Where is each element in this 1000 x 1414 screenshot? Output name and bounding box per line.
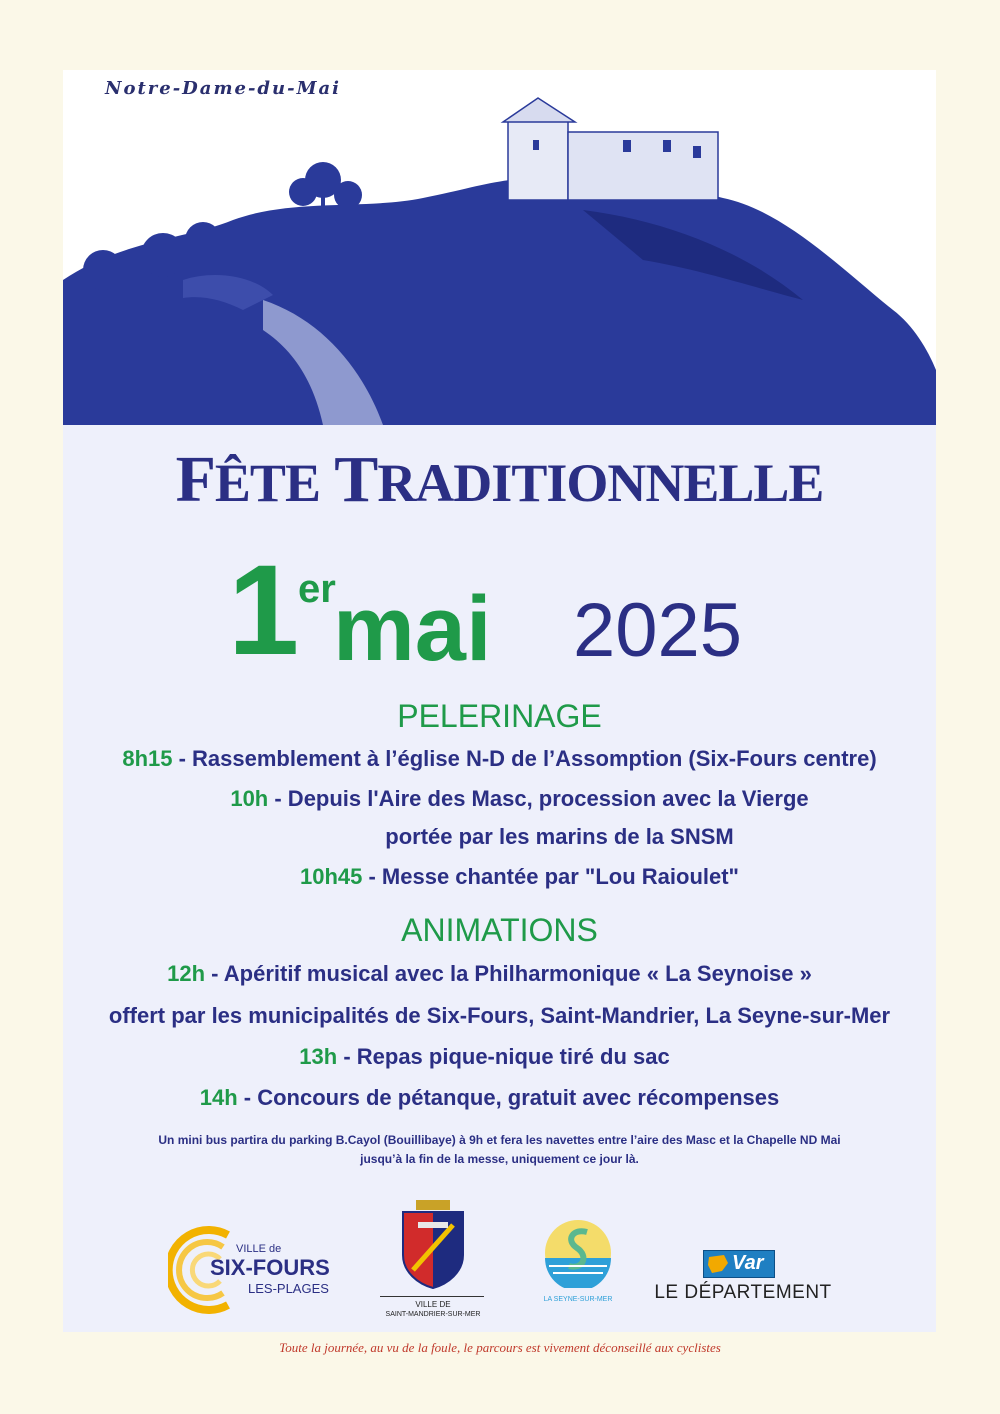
title-rest-2: RADITIONNELLE — [377, 453, 824, 513]
coat-of-arms-icon — [398, 1200, 468, 1290]
pelerinage-heading: PELERINAGE — [397, 698, 602, 734]
sixfours-sub: LES-PLAGES — [248, 1281, 329, 1296]
var-logo — [648, 1250, 838, 1310]
pelerinage-item: portée par les marins de la SNSM — [385, 824, 734, 849]
chapel-photo — [63, 70, 936, 425]
pelerinage-item: 10h45 - Messe chantée par "Lou Raioulet" — [299, 864, 739, 889]
date-suffix: er — [298, 567, 336, 611]
sixfours-ville: VILLE de — [236, 1243, 282, 1255]
page-title — [63, 442, 936, 518]
var-map-icon — [706, 1253, 730, 1275]
animations-item: 12h - Apéritif musical avec la Philharmonique « La Seynoise » — [167, 961, 812, 986]
shuttle-note-line2: jusqu’à la fin de la messe, uniquement ce jour là. — [360, 1152, 639, 1166]
var-name: LE DÉPARTEMENT — [654, 1282, 832, 1303]
title-rest-1: ÊTE — [214, 453, 320, 513]
date-year: 2025 — [573, 588, 743, 673]
mandrier-line1: VILLE DE — [415, 1300, 451, 1309]
mandrier-line2: SAINT-MANDRIER-SUR-MER — [385, 1311, 481, 1318]
date-day: 1 — [228, 539, 300, 682]
animations-item: 14h - Concours de pétanque, gratuit avec récompenses — [199, 1085, 780, 1110]
var-badge-text: Var — [732, 1252, 764, 1274]
shuttle-note-line1: Un mini bus partira du parking B.Cayol (Bouillibaye) à 9h et fera les navettes entre l’aire des Masc et la Chapelle ND Mai — [158, 1133, 841, 1147]
event-date — [63, 539, 936, 695]
seyne-name: LA SEYNE-SUR-MER — [543, 1296, 613, 1303]
cyclist-warning: Toute la journée, au vu de la foule, le parcours est vivement déconseillé aux cyclistes — [279, 1340, 721, 1355]
sixfours-logo — [168, 1225, 348, 1315]
animations-item: offert par les municipalités de Six-Fours, Saint-Mandrier, La Seyne-sur-Mer — [108, 1003, 891, 1028]
date-month: mai — [333, 578, 492, 680]
animations-item: 13h - Repas pique-nique tiré du sac — [299, 1044, 670, 1069]
sixfours-name: SIX-FOURS — [210, 1255, 330, 1280]
pelerinage-item: 8h15 - Rassemblement à l’église N-D de l’Assomption (Six-Fours centre) — [122, 746, 877, 771]
var-badge — [703, 1250, 775, 1278]
title-initial-1: F — [175, 443, 215, 516]
title-initial-2: T — [334, 443, 378, 516]
mandrier-logo — [378, 1200, 488, 1330]
seyne-emblem-icon — [543, 1218, 613, 1288]
animations-heading: ANIMATIONS — [401, 912, 598, 948]
pelerinage-item: 10h - Depuis l'Aire des Masc, procession avec la Vierge — [230, 786, 809, 811]
seyne-logo — [533, 1218, 623, 1318]
photo-caption: Notre-Dame-du-Mai — [105, 78, 341, 99]
partner-logos — [63, 1190, 936, 1330]
poster — [63, 70, 936, 1332]
